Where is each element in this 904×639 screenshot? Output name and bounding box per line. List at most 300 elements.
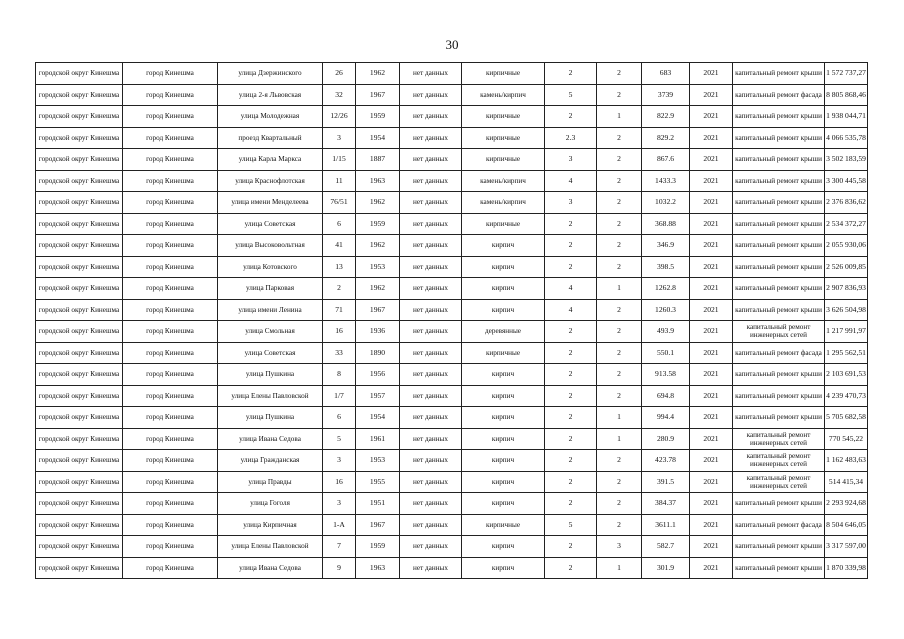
cell-plan-year: 2021: [690, 428, 733, 450]
cell-city: город Кинешма: [123, 407, 218, 429]
cell-material: кирпич: [462, 557, 545, 579]
cell-cost: 2 907 836,93: [825, 278, 868, 300]
cell-floors: 2: [545, 342, 597, 364]
cell-street: улица Высоковольтная: [218, 235, 323, 257]
cell-area: 391.5: [642, 471, 690, 493]
cell-city: город Кинешма: [123, 321, 218, 343]
cell-area: 368.88: [642, 213, 690, 235]
cell-plan-year: 2021: [690, 299, 733, 321]
cell-house: 13: [323, 256, 356, 278]
cell-plan-year: 2021: [690, 63, 733, 85]
cell-street: улица Гражданская: [218, 450, 323, 472]
cell-area: 829.2: [642, 127, 690, 149]
cell-plan-year: 2021: [690, 342, 733, 364]
cell-floors: 2: [545, 557, 597, 579]
cell-house: 1/7: [323, 385, 356, 407]
cell-city: город Кинешма: [123, 385, 218, 407]
cell-street: улица Смольная: [218, 321, 323, 343]
table-row: [36, 536, 868, 558]
cell-data-note: нет данных: [400, 536, 462, 558]
cell-cost: 1 217 991,97: [825, 321, 868, 343]
cell-area: 280.9: [642, 428, 690, 450]
cell-cost: 2 534 372,27: [825, 213, 868, 235]
cell-plan-year: 2021: [690, 514, 733, 536]
cell-floors: 2: [545, 106, 597, 128]
cell-plan-year: 2021: [690, 471, 733, 493]
cell-cost: 4 239 470,73: [825, 385, 868, 407]
cell-city: город Кинешма: [123, 235, 218, 257]
cell-floors: 2: [545, 493, 597, 515]
cell-floors: 3: [545, 149, 597, 171]
cell-entrances: 2: [597, 321, 642, 343]
cell-district: городской округ Кинешма: [36, 514, 123, 536]
cell-area: 3611.1: [642, 514, 690, 536]
cell-year-built: 1962: [356, 63, 400, 85]
table-row: [36, 321, 868, 343]
cell-entrances: 2: [597, 213, 642, 235]
table-row: [36, 428, 868, 450]
cell-city: город Кинешма: [123, 557, 218, 579]
cell-entrances: 2: [597, 192, 642, 214]
cell-floors: 4: [545, 299, 597, 321]
cell-cost: 5 705 682,58: [825, 407, 868, 429]
cell-street: улица Молодежная: [218, 106, 323, 128]
cell-floors: 2.3: [545, 127, 597, 149]
cell-area: 3739: [642, 84, 690, 106]
cell-data-note: нет данных: [400, 213, 462, 235]
cell-entrances: 2: [597, 149, 642, 171]
cell-district: городской округ Кинешма: [36, 127, 123, 149]
cell-area: 822.9: [642, 106, 690, 128]
cell-work-type: капитальный ремонт фасада: [733, 84, 825, 106]
table-row: [36, 170, 868, 192]
cell-data-note: нет данных: [400, 493, 462, 515]
cell-work-type: капитальный ремонт крыши: [733, 557, 825, 579]
cell-area: 867.6: [642, 149, 690, 171]
cell-data-note: нет данных: [400, 63, 462, 85]
cell-work-type: капитальный ремонт фасада: [733, 342, 825, 364]
cell-city: город Кинешма: [123, 536, 218, 558]
cell-street: улица Ивана Седова: [218, 428, 323, 450]
cell-district: городской округ Кинешма: [36, 385, 123, 407]
cell-district: городской округ Кинешма: [36, 342, 123, 364]
cell-data-note: нет данных: [400, 428, 462, 450]
cell-city: город Кинешма: [123, 514, 218, 536]
cell-district: городской округ Кинешма: [36, 450, 123, 472]
table-row: [36, 385, 868, 407]
cell-year-built: 1959: [356, 106, 400, 128]
cell-plan-year: 2021: [690, 321, 733, 343]
cell-plan-year: 2021: [690, 278, 733, 300]
cell-material: кирпич: [462, 278, 545, 300]
cell-house: 76/51: [323, 192, 356, 214]
cell-data-note: нет данных: [400, 557, 462, 579]
cell-city: город Кинешма: [123, 450, 218, 472]
table-row: [36, 192, 868, 214]
cell-work-type: капитальный ремонт фасада: [733, 514, 825, 536]
cell-work-type: капитальный ремонт крыши: [733, 170, 825, 192]
cell-house: 3: [323, 127, 356, 149]
housing-repair-table: [35, 62, 868, 579]
cell-district: городской округ Кинешма: [36, 149, 123, 171]
cell-work-type: капитальный ремонт крыши: [733, 63, 825, 85]
cell-work-type: капитальный ремонт инженерных сетей: [733, 321, 825, 343]
cell-street: улица Котовского: [218, 256, 323, 278]
cell-year-built: 1953: [356, 450, 400, 472]
cell-data-note: нет данных: [400, 235, 462, 257]
cell-house: 11: [323, 170, 356, 192]
cell-year-built: 1967: [356, 299, 400, 321]
table-row: [36, 514, 868, 536]
cell-city: город Кинешма: [123, 299, 218, 321]
cell-cost: 3 317 597,00: [825, 536, 868, 558]
cell-house: 16: [323, 321, 356, 343]
cell-house: 3: [323, 493, 356, 515]
cell-floors: 2: [545, 321, 597, 343]
cell-entrances: 2: [597, 450, 642, 472]
cell-year-built: 1955: [356, 471, 400, 493]
cell-street: улица Краснофлотская: [218, 170, 323, 192]
cell-plan-year: 2021: [690, 450, 733, 472]
cell-data-note: нет данных: [400, 192, 462, 214]
cell-year-built: 1962: [356, 192, 400, 214]
cell-plan-year: 2021: [690, 213, 733, 235]
cell-material: кирпич: [462, 235, 545, 257]
cell-area: 913.58: [642, 364, 690, 386]
cell-entrances: 2: [597, 63, 642, 85]
cell-cost: 2 293 924,68: [825, 493, 868, 515]
cell-house: 33: [323, 342, 356, 364]
cell-entrances: 1: [597, 278, 642, 300]
cell-material: кирпичные: [462, 106, 545, 128]
table-row: [36, 213, 868, 235]
cell-year-built: 1953: [356, 256, 400, 278]
cell-street: улица Гоголя: [218, 493, 323, 515]
cell-area: 1032.2: [642, 192, 690, 214]
table-row: [36, 278, 868, 300]
cell-material: камень/кирпич: [462, 192, 545, 214]
cell-street: улица Пушкина: [218, 364, 323, 386]
cell-data-note: нет данных: [400, 299, 462, 321]
cell-year-built: 1887: [356, 149, 400, 171]
cell-data-note: нет данных: [400, 170, 462, 192]
cell-area: 683: [642, 63, 690, 85]
cell-data-note: нет данных: [400, 364, 462, 386]
cell-plan-year: 2021: [690, 536, 733, 558]
cell-cost: 3 502 183,59: [825, 149, 868, 171]
cell-entrances: 2: [597, 385, 642, 407]
cell-house: 32: [323, 84, 356, 106]
cell-material: кирпичные: [462, 514, 545, 536]
cell-district: городской округ Кинешма: [36, 428, 123, 450]
cell-work-type: капитальный ремонт крыши: [733, 278, 825, 300]
cell-city: город Кинешма: [123, 127, 218, 149]
table-row: [36, 84, 868, 106]
cell-district: городской округ Кинешма: [36, 256, 123, 278]
cell-house: 2: [323, 278, 356, 300]
cell-city: город Кинешма: [123, 63, 218, 85]
cell-district: городской округ Кинешма: [36, 493, 123, 515]
cell-floors: 2: [545, 536, 597, 558]
cell-plan-year: 2021: [690, 170, 733, 192]
cell-street: улица Елены Павловской: [218, 385, 323, 407]
cell-cost: 1 295 562,51: [825, 342, 868, 364]
cell-floors: 2: [545, 63, 597, 85]
cell-street: улица Советская: [218, 213, 323, 235]
table-row: [36, 299, 868, 321]
cell-entrances: 2: [597, 84, 642, 106]
cell-cost: 2 526 009,85: [825, 256, 868, 278]
cell-plan-year: 2021: [690, 407, 733, 429]
cell-entrances: 2: [597, 514, 642, 536]
cell-work-type: капитальный ремонт крыши: [733, 536, 825, 558]
cell-street: улица Правды: [218, 471, 323, 493]
cell-district: городской округ Кинешма: [36, 299, 123, 321]
cell-city: город Кинешма: [123, 213, 218, 235]
cell-plan-year: 2021: [690, 364, 733, 386]
cell-house: 71: [323, 299, 356, 321]
cell-district: городской округ Кинешма: [36, 364, 123, 386]
cell-entrances: 2: [597, 127, 642, 149]
cell-area: 694.8: [642, 385, 690, 407]
cell-material: кирпичные: [462, 149, 545, 171]
cell-city: город Кинешма: [123, 149, 218, 171]
cell-house: 26: [323, 63, 356, 85]
cell-floors: 4: [545, 278, 597, 300]
cell-data-note: нет данных: [400, 106, 462, 128]
cell-district: городской округ Кинешма: [36, 63, 123, 85]
cell-floors: 2: [545, 385, 597, 407]
cell-material: кирпич: [462, 407, 545, 429]
cell-work-type: капитальный ремонт крыши: [733, 256, 825, 278]
cell-street: улица Ивана Седова: [218, 557, 323, 579]
cell-data-note: нет данных: [400, 278, 462, 300]
cell-year-built: 1961: [356, 428, 400, 450]
cell-floors: 2: [545, 213, 597, 235]
cell-street: улица 2-я Львовская: [218, 84, 323, 106]
cell-year-built: 1962: [356, 278, 400, 300]
cell-work-type: капитальный ремонт инженерных сетей: [733, 428, 825, 450]
cell-plan-year: 2021: [690, 84, 733, 106]
cell-material: кирпичные: [462, 342, 545, 364]
cell-house: 41: [323, 235, 356, 257]
cell-floors: 2: [545, 256, 597, 278]
cell-year-built: 1959: [356, 536, 400, 558]
cell-city: город Кинешма: [123, 278, 218, 300]
cell-floors: 5: [545, 84, 597, 106]
cell-entrances: 2: [597, 493, 642, 515]
cell-year-built: 1954: [356, 407, 400, 429]
cell-material: кирпич: [462, 493, 545, 515]
cell-cost: 3 626 504,98: [825, 299, 868, 321]
cell-year-built: 1956: [356, 364, 400, 386]
cell-entrances: 2: [597, 342, 642, 364]
cell-material: деревянные: [462, 321, 545, 343]
cell-material: камень/кирпич: [462, 84, 545, 106]
cell-cost: 2 376 836,62: [825, 192, 868, 214]
cell-district: городской округ Кинешма: [36, 321, 123, 343]
cell-data-note: нет данных: [400, 84, 462, 106]
cell-area: 346.9: [642, 235, 690, 257]
table-row: [36, 364, 868, 386]
cell-area: 493.9: [642, 321, 690, 343]
cell-district: городской округ Кинешма: [36, 557, 123, 579]
cell-street: улица имени Ленина: [218, 299, 323, 321]
cell-plan-year: 2021: [690, 106, 733, 128]
cell-area: 423.78: [642, 450, 690, 472]
cell-entrances: 1: [597, 557, 642, 579]
table-row: [36, 407, 868, 429]
cell-district: городской округ Кинешма: [36, 106, 123, 128]
cell-street: улица имени Менделеева: [218, 192, 323, 214]
cell-house: 1-А: [323, 514, 356, 536]
cell-material: кирпич: [462, 364, 545, 386]
cell-district: городской округ Кинешма: [36, 536, 123, 558]
cell-house: 3: [323, 450, 356, 472]
cell-work-type: капитальный ремонт крыши: [733, 299, 825, 321]
cell-year-built: 1967: [356, 84, 400, 106]
cell-district: городской округ Кинешма: [36, 407, 123, 429]
cell-floors: 2: [545, 364, 597, 386]
table-row: [36, 493, 868, 515]
cell-plan-year: 2021: [690, 235, 733, 257]
cell-data-note: нет данных: [400, 471, 462, 493]
cell-house: 8: [323, 364, 356, 386]
cell-year-built: 1962: [356, 235, 400, 257]
cell-street: улица Пушкина: [218, 407, 323, 429]
table-row: [36, 149, 868, 171]
cell-district: городской округ Кинешма: [36, 192, 123, 214]
cell-plan-year: 2021: [690, 149, 733, 171]
cell-material: кирпичные: [462, 127, 545, 149]
cell-entrances: 1: [597, 407, 642, 429]
table-row: [36, 127, 868, 149]
cell-plan-year: 2021: [690, 557, 733, 579]
cell-house: 12/26: [323, 106, 356, 128]
cell-floors: 2: [545, 428, 597, 450]
cell-floors: 3: [545, 192, 597, 214]
cell-area: 1433.3: [642, 170, 690, 192]
cell-work-type: капитальный ремонт крыши: [733, 149, 825, 171]
cell-cost: 1 162 483,63: [825, 450, 868, 472]
table-row: [36, 235, 868, 257]
cell-work-type: капитальный ремонт крыши: [733, 213, 825, 235]
cell-cost: 4 066 535,78: [825, 127, 868, 149]
cell-city: город Кинешма: [123, 428, 218, 450]
cell-area: 550.1: [642, 342, 690, 364]
cell-year-built: 1963: [356, 557, 400, 579]
cell-data-note: нет данных: [400, 385, 462, 407]
cell-area: 384.37: [642, 493, 690, 515]
cell-work-type: капитальный ремонт инженерных сетей: [733, 450, 825, 472]
cell-work-type: капитальный ремонт крыши: [733, 407, 825, 429]
cell-year-built: 1967: [356, 514, 400, 536]
cell-area: 1262.8: [642, 278, 690, 300]
cell-area: 1260.3: [642, 299, 690, 321]
cell-entrances: 3: [597, 536, 642, 558]
cell-data-note: нет данных: [400, 149, 462, 171]
cell-floors: 2: [545, 450, 597, 472]
table-row: [36, 557, 868, 579]
cell-entrances: 2: [597, 256, 642, 278]
cell-data-note: нет данных: [400, 407, 462, 429]
cell-entrances: 1: [597, 428, 642, 450]
cell-cost: 1 870 339,98: [825, 557, 868, 579]
cell-district: городской округ Кинешма: [36, 278, 123, 300]
table-row: [36, 471, 868, 493]
table-body: [36, 63, 868, 579]
cell-city: город Кинешма: [123, 84, 218, 106]
cell-work-type: капитальный ремонт крыши: [733, 385, 825, 407]
cell-house: 1/15: [323, 149, 356, 171]
cell-city: город Кинешма: [123, 192, 218, 214]
cell-city: город Кинешма: [123, 170, 218, 192]
page-number: 30: [445, 37, 459, 52]
cell-district: городской округ Кинешма: [36, 235, 123, 257]
cell-work-type: капитальный ремонт крыши: [733, 235, 825, 257]
cell-year-built: 1890: [356, 342, 400, 364]
cell-entrances: 2: [597, 471, 642, 493]
cell-city: город Кинешма: [123, 364, 218, 386]
cell-city: город Кинешма: [123, 493, 218, 515]
cell-data-note: нет данных: [400, 514, 462, 536]
cell-data-note: нет данных: [400, 321, 462, 343]
cell-street: улица Кирпичная: [218, 514, 323, 536]
cell-entrances: 2: [597, 170, 642, 192]
cell-street: улица Дзержинского: [218, 63, 323, 85]
cell-house: 6: [323, 213, 356, 235]
cell-house: 7: [323, 536, 356, 558]
cell-data-note: нет данных: [400, 450, 462, 472]
cell-year-built: 1963: [356, 170, 400, 192]
cell-year-built: 1957: [356, 385, 400, 407]
table-row: [36, 342, 868, 364]
cell-area: 582.7: [642, 536, 690, 558]
cell-cost: 8 504 646,05: [825, 514, 868, 536]
cell-entrances: 1: [597, 106, 642, 128]
cell-street: проезд Квартальный: [218, 127, 323, 149]
cell-entrances: 2: [597, 299, 642, 321]
cell-city: город Кинешма: [123, 471, 218, 493]
cell-material: кирпич: [462, 385, 545, 407]
cell-floors: 2: [545, 407, 597, 429]
cell-work-type: капитальный ремонт крыши: [733, 106, 825, 128]
cell-cost: 2 055 930,06: [825, 235, 868, 257]
cell-material: кирпич: [462, 299, 545, 321]
cell-district: городской округ Кинешма: [36, 170, 123, 192]
cell-city: город Кинешма: [123, 106, 218, 128]
cell-material: кирпич: [462, 428, 545, 450]
cell-house: 16: [323, 471, 356, 493]
cell-plan-year: 2021: [690, 256, 733, 278]
cell-year-built: 1954: [356, 127, 400, 149]
cell-material: кирпич: [462, 536, 545, 558]
cell-year-built: 1959: [356, 213, 400, 235]
cell-house: 6: [323, 407, 356, 429]
cell-city: город Кинешма: [123, 342, 218, 364]
table-row: [36, 256, 868, 278]
cell-district: городской округ Кинешма: [36, 471, 123, 493]
cell-plan-year: 2021: [690, 385, 733, 407]
cell-material: кирпич: [462, 471, 545, 493]
cell-year-built: 1951: [356, 493, 400, 515]
cell-material: кирпичные: [462, 213, 545, 235]
cell-plan-year: 2021: [690, 192, 733, 214]
cell-plan-year: 2021: [690, 127, 733, 149]
cell-data-note: нет данных: [400, 342, 462, 364]
table-row: [36, 63, 868, 85]
cell-work-type: капитальный ремонт крыши: [733, 192, 825, 214]
